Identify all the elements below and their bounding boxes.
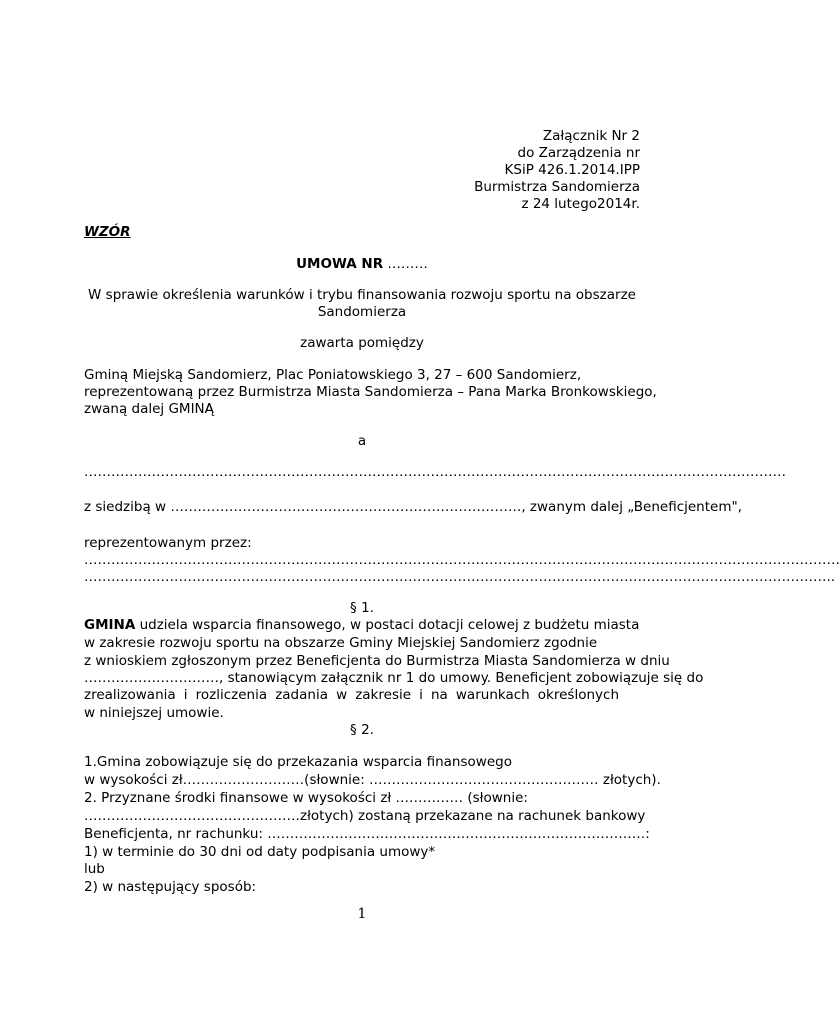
section-1-text: zrealizowania i rozliczenia zadania w zakresie i na warunkach określonych [84,687,619,703]
section-1-heading: § 1. [350,600,374,616]
section-2-heading: § 2. [350,722,374,738]
section-2-option: 2) w następujący sposób: [84,879,257,895]
party-gmina: zwaną dalej GMINĄ [84,401,214,417]
contract-title [84,256,640,273]
section-1-text: z wnioskiem zgłoszonym przez Beneficjenta do Burmistrza Miasta Sandomierza w dniu [84,653,670,669]
conjunction-and: a [357,433,367,449]
contract-title-text: UMOWA NR [296,256,384,272]
represented-by: reprezentowanym przez: [84,535,252,551]
beneficiary-name-line: ………………………………………………………………………………………………………………………………………… [84,464,786,480]
header-line: Burmistrza Sandomierza [474,179,640,195]
header-line: Załącznik Nr 2 [542,128,640,144]
section-1-text: w niniejszej umowie. [84,705,224,721]
seat-prefix: z siedzibą w [84,499,171,515]
section-1-text: w zakresie rozwoju sportu na obszarze Gminy Miejskiej Sandomierz zgodnie [84,635,598,651]
contract-subject: Sandomierza [317,304,407,320]
section-2-text: …………………………………………złotych) zostaną przekazane na rachunek bankowy [84,808,646,824]
section-1-lead: GMINA [84,617,136,633]
section-2-text: Beneficjenta, nr rachunku: …………………………………………………………………………: [84,826,650,842]
seat-dots: …………………………………………………………………… [170,499,522,515]
contract-subject: W sprawie określenia warunków i trybu finansowania rozwoju sportu na obszarze [88,287,636,303]
represented-line: ………………………………………………………………………………………………………………………………………………….. [84,569,836,585]
beneficiary-seat [84,499,742,516]
header-line: z 24 lutego2014r. [521,196,640,212]
section-1-line1: udziela wsparcia finansowego, w postaci dotacji celowej z budżetu miasta [135,617,640,633]
contract-number-dots: ……… [383,256,428,272]
section-2-or: lub [84,861,105,877]
section-2-text: w wysokości zł………………………(słownie: …………………………………………… złotych). [84,772,661,788]
header-line: KSiP 426.1.2014.IPP [504,162,640,178]
section-1-text [84,617,639,634]
section-1-text: …………………………, stanowiącym załącznik nr 1 do umowy. Beneficjent zobowiązuje się do [84,670,704,686]
template-label: WZÓR [84,224,131,240]
concluded-between: zawarta pomiędzy [300,335,424,351]
section-2-option: 1) w terminie do 30 dni od daty podpisania umowy* [84,844,436,860]
page-number: 1 [357,906,367,922]
party-gmina: reprezentowaną przez Burmistrza Miasta Sandomierza – Pana Marka Bronkowskiego, [84,384,657,400]
section-2-text: 2. Przyznane środki finansowe w wysokości zł …………… (słownie: [84,790,528,806]
header-line: do Zarządzenia nr [517,145,640,161]
seat-suffix: , zwanym dalej „Beneficjentem", [521,499,742,515]
section-2-text: 1.Gmina zobowiązuje się do przekazania wsparcia finansowego [84,754,512,770]
party-gmina: Gminą Miejską Sandomierz, Plac Poniatowskiego 3, 27 – 600 Sandomierz, [84,367,582,383]
represented-line: …………………………………………………………………………………………………………………………………………………… [84,552,840,568]
